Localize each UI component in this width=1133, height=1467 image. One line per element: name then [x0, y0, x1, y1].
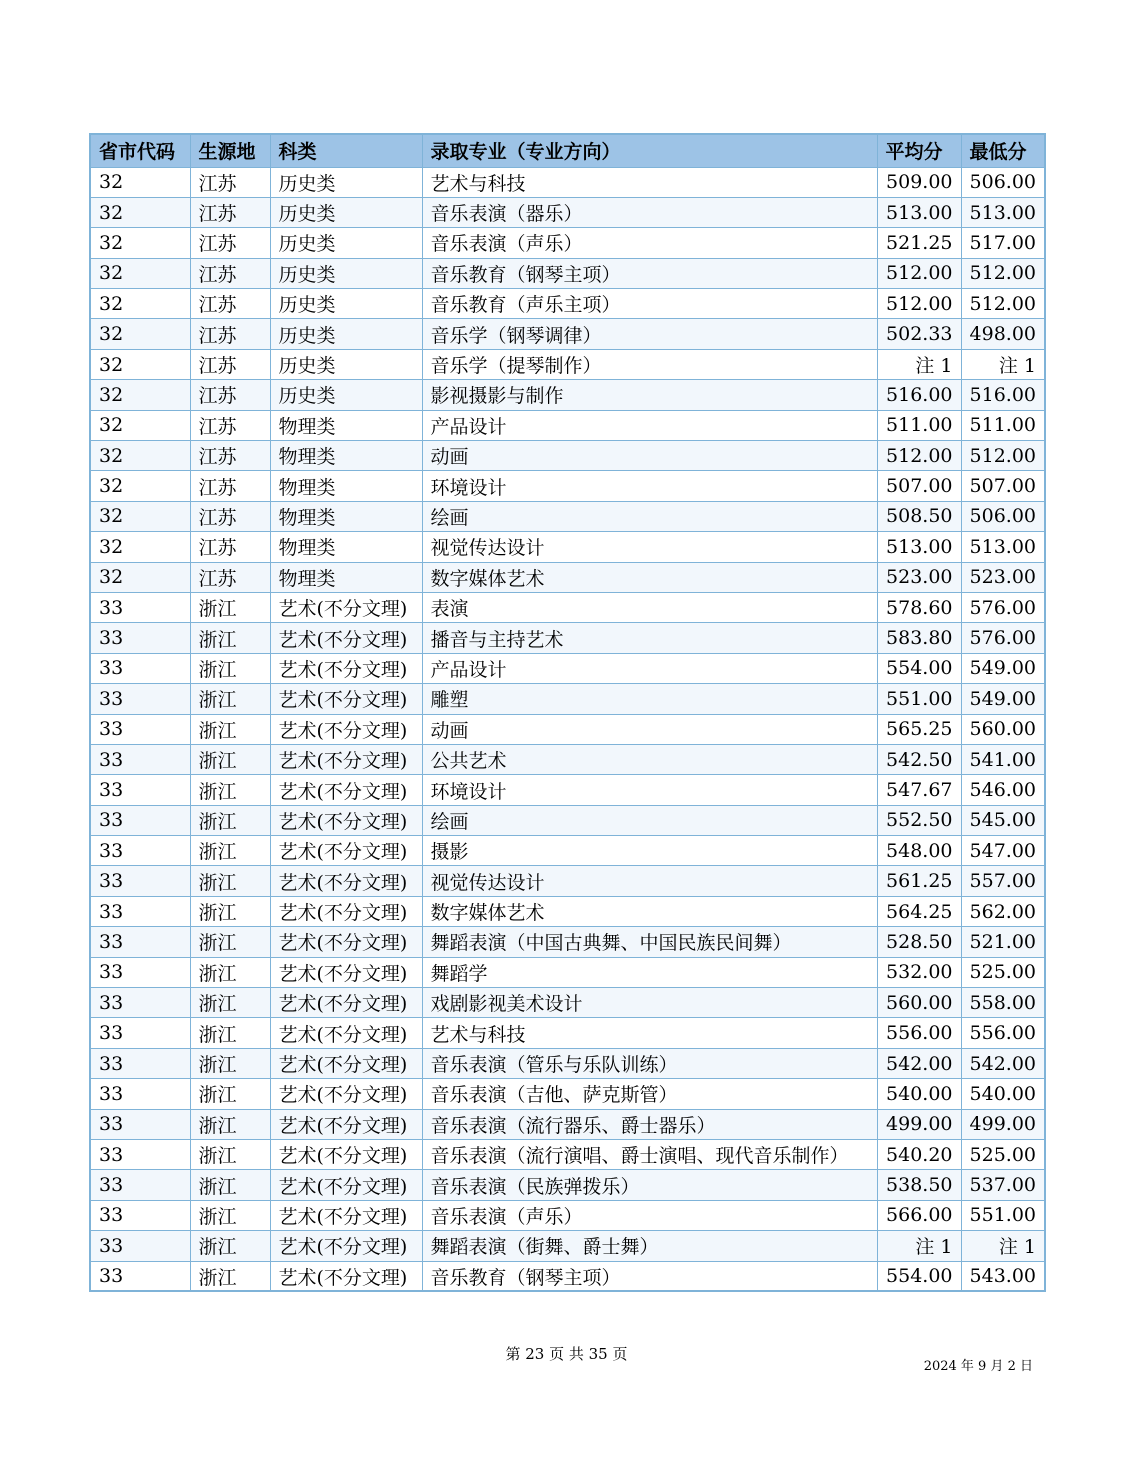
table-row: [90, 380, 1045, 410]
header-major: 录取专业（专业方向）: [422, 134, 877, 167]
cell-average-score: 507.00: [877, 471, 961, 501]
table-row: [90, 1140, 1045, 1170]
cell-average-score: 540.00: [877, 1079, 961, 1109]
cell-province-code: 32: [90, 319, 190, 349]
cell-major: 音乐表演（声乐）: [422, 228, 877, 258]
table-row: [90, 471, 1045, 501]
cell-province-code: 33: [90, 1079, 190, 1109]
cell-average-score: 512.00: [877, 289, 961, 319]
table-row: [90, 228, 1045, 258]
table-row: [90, 1018, 1045, 1048]
cell-province-code: 32: [90, 532, 190, 562]
cell-average-score: 564.25: [877, 896, 961, 926]
cell-minimum-score: 560.00: [961, 714, 1045, 744]
cell-origin: 浙江: [190, 775, 270, 805]
cell-minimum-score: 517.00: [961, 228, 1045, 258]
cell-average-score: 521.25: [877, 228, 961, 258]
cell-origin: 浙江: [190, 1018, 270, 1048]
cell-average-score: 566.00: [877, 1200, 961, 1230]
cell-province-code: 32: [90, 349, 190, 379]
cell-average-score: 561.25: [877, 866, 961, 896]
table-row: [90, 866, 1045, 896]
cell-major: 动画: [422, 714, 877, 744]
cell-minimum-score: 551.00: [961, 1200, 1045, 1230]
cell-origin: 浙江: [190, 1140, 270, 1170]
table-row: [90, 653, 1045, 683]
cell-minimum-score: 549.00: [961, 653, 1045, 683]
cell-major: 动画: [422, 441, 877, 471]
cell-major: 舞蹈学: [422, 957, 877, 987]
cell-minimum-score: 545.00: [961, 805, 1045, 835]
cell-province-code: 33: [90, 957, 190, 987]
cell-origin: 江苏: [190, 410, 270, 440]
cell-category: 艺术(不分文理): [270, 836, 422, 866]
cell-province-code: 32: [90, 562, 190, 592]
cell-major: 音乐教育（钢琴主项）: [422, 258, 877, 288]
cell-average-score: 552.50: [877, 805, 961, 835]
cell-minimum-score: 506.00: [961, 501, 1045, 531]
cell-major: 摄影: [422, 836, 877, 866]
cell-province-code: 33: [90, 775, 190, 805]
table-body: [90, 167, 1045, 1291]
document-date: 2024 年 9 月 2 日: [923, 1359, 1033, 1374]
cell-major: 音乐学（提琴制作）: [422, 349, 877, 379]
cell-origin: 浙江: [190, 805, 270, 835]
table-row: [90, 957, 1045, 987]
cell-minimum-score: 546.00: [961, 775, 1045, 805]
cell-average-score: 512.00: [877, 258, 961, 288]
cell-major: 音乐表演（流行器乐、爵士器乐）: [422, 1109, 877, 1139]
cell-category: 艺术(不分文理): [270, 957, 422, 987]
cell-minimum-score: 513.00: [961, 197, 1045, 227]
table-row: [90, 805, 1045, 835]
cell-major: 音乐教育（声乐主项）: [422, 289, 877, 319]
cell-average-score: 548.00: [877, 836, 961, 866]
cell-average-score: 554.00: [877, 653, 961, 683]
cell-province-code: 33: [90, 1231, 190, 1261]
cell-province-code: 33: [90, 805, 190, 835]
cell-average-score: 513.00: [877, 532, 961, 562]
cell-major: 音乐表演（吉他、萨克斯管）: [422, 1079, 877, 1109]
cell-major: 音乐表演（管乐与乐队训练）: [422, 1048, 877, 1078]
cell-origin: 浙江: [190, 1200, 270, 1230]
header-minimum-score: 最低分: [961, 134, 1045, 167]
table-row: [90, 988, 1045, 1018]
cell-origin: 江苏: [190, 258, 270, 288]
cell-major: 雕塑: [422, 684, 877, 714]
cell-average-score: 511.00: [877, 410, 961, 440]
cell-province-code: 33: [90, 653, 190, 683]
cell-province-code: 33: [90, 1140, 190, 1170]
cell-average-score: 583.80: [877, 623, 961, 653]
cell-average-score: 538.50: [877, 1170, 961, 1200]
cell-major: 播音与主持艺术: [422, 623, 877, 653]
cell-category: 艺术(不分文理): [270, 1079, 422, 1109]
cell-category: 历史类: [270, 289, 422, 319]
cell-province-code: 32: [90, 410, 190, 440]
table-row: [90, 836, 1045, 866]
cell-province-code: 32: [90, 289, 190, 319]
cell-major: 音乐表演（器乐）: [422, 197, 877, 227]
cell-major: 环境设计: [422, 471, 877, 501]
cell-category: 艺术(不分文理): [270, 988, 422, 1018]
cell-major: 音乐表演（声乐）: [422, 1200, 877, 1230]
cell-origin: 浙江: [190, 988, 270, 1018]
cell-average-score: 551.00: [877, 684, 961, 714]
cell-minimum-score: 498.00: [961, 319, 1045, 349]
cell-major: 音乐学（钢琴调律）: [422, 319, 877, 349]
admission-scores-table: [89, 133, 1046, 1292]
cell-minimum-score: 557.00: [961, 866, 1045, 896]
cell-major: 戏剧影视美术设计: [422, 988, 877, 1018]
cell-province-code: 33: [90, 1261, 190, 1291]
cell-minimum-score: 549.00: [961, 684, 1045, 714]
cell-category: 艺术(不分文理): [270, 1200, 422, 1230]
cell-minimum-score: 542.00: [961, 1048, 1045, 1078]
table-row: [90, 562, 1045, 592]
cell-minimum-score: 523.00: [961, 562, 1045, 592]
table-row: [90, 167, 1045, 197]
table-row: [90, 1079, 1045, 1109]
cell-major: 视觉传达设计: [422, 866, 877, 896]
cell-province-code: 33: [90, 592, 190, 622]
table-row: [90, 532, 1045, 562]
table-row: [90, 289, 1045, 319]
cell-minimum-score: 537.00: [961, 1170, 1045, 1200]
cell-average-score: 578.60: [877, 592, 961, 622]
table-row: [90, 410, 1045, 440]
cell-average-score: 512.00: [877, 441, 961, 471]
cell-category: 艺术(不分文理): [270, 805, 422, 835]
table-row: [90, 896, 1045, 926]
cell-origin: 江苏: [190, 380, 270, 410]
cell-minimum-score: 562.00: [961, 896, 1045, 926]
table-row: [90, 927, 1045, 957]
cell-average-score: 523.00: [877, 562, 961, 592]
cell-province-code: 33: [90, 684, 190, 714]
cell-province-code: 32: [90, 167, 190, 197]
cell-category: 历史类: [270, 258, 422, 288]
cell-province-code: 33: [90, 896, 190, 926]
cell-origin: 浙江: [190, 714, 270, 744]
cell-category: 历史类: [270, 228, 422, 258]
cell-average-score: 509.00: [877, 167, 961, 197]
cell-average-score: 547.67: [877, 775, 961, 805]
cell-province-code: 33: [90, 1018, 190, 1048]
cell-minimum-score: 499.00: [961, 1109, 1045, 1139]
table-row: [90, 441, 1045, 471]
page-number: 第 23 页 共 35 页: [505, 1345, 628, 1363]
cell-origin: 浙江: [190, 592, 270, 622]
cell-origin: 江苏: [190, 562, 270, 592]
cell-category: 艺术(不分文理): [270, 866, 422, 896]
table-row: [90, 1109, 1045, 1139]
cell-category: 物理类: [270, 562, 422, 592]
cell-average-score: 516.00: [877, 380, 961, 410]
cell-average-score: 注 1: [877, 349, 961, 379]
cell-major: 音乐表演（民族弹拨乐）: [422, 1170, 877, 1200]
cell-province-code: 33: [90, 927, 190, 957]
cell-major: 舞蹈表演（中国古典舞、中国民族民间舞）: [422, 927, 877, 957]
cell-province-code: 33: [90, 836, 190, 866]
cell-category: 历史类: [270, 197, 422, 227]
cell-origin: 江苏: [190, 471, 270, 501]
cell-category: 艺术(不分文理): [270, 1048, 422, 1078]
cell-category: 艺术(不分文理): [270, 623, 422, 653]
cell-minimum-score: 512.00: [961, 289, 1045, 319]
cell-major: 艺术与科技: [422, 167, 877, 197]
table-row: [90, 1261, 1045, 1291]
cell-major: 表演: [422, 592, 877, 622]
cell-major: 绘画: [422, 805, 877, 835]
cell-major: 音乐教育（钢琴主项）: [422, 1261, 877, 1291]
cell-province-code: 32: [90, 197, 190, 227]
cell-minimum-score: 注 1: [961, 349, 1045, 379]
cell-minimum-score: 541.00: [961, 744, 1045, 774]
cell-minimum-score: 注 1: [961, 1231, 1045, 1261]
table-row: [90, 1200, 1045, 1230]
cell-province-code: 32: [90, 380, 190, 410]
table-row: [90, 714, 1045, 744]
cell-province-code: 32: [90, 441, 190, 471]
cell-province-code: 33: [90, 623, 190, 653]
cell-category: 物理类: [270, 471, 422, 501]
cell-minimum-score: 556.00: [961, 1018, 1045, 1048]
header-category: 科类: [270, 134, 422, 167]
cell-origin: 浙江: [190, 653, 270, 683]
table-row: [90, 349, 1045, 379]
cell-major: 艺术与科技: [422, 1018, 877, 1048]
cell-category: 艺术(不分文理): [270, 1109, 422, 1139]
cell-origin: 浙江: [190, 1261, 270, 1291]
cell-origin: 江苏: [190, 349, 270, 379]
cell-minimum-score: 525.00: [961, 957, 1045, 987]
cell-minimum-score: 521.00: [961, 927, 1045, 957]
cell-province-code: 33: [90, 1170, 190, 1200]
cell-average-score: 513.00: [877, 197, 961, 227]
cell-category: 艺术(不分文理): [270, 684, 422, 714]
cell-minimum-score: 576.00: [961, 623, 1045, 653]
admission-scores-table-wrapper: [89, 133, 1044, 1292]
cell-category: 物理类: [270, 410, 422, 440]
table-row: [90, 684, 1045, 714]
cell-category: 艺术(不分文理): [270, 1170, 422, 1200]
table-row: [90, 1231, 1045, 1261]
cell-category: 历史类: [270, 319, 422, 349]
cell-minimum-score: 540.00: [961, 1079, 1045, 1109]
cell-category: 艺术(不分文理): [270, 744, 422, 774]
cell-origin: 江苏: [190, 197, 270, 227]
header-province-code: 省市代码: [90, 134, 190, 167]
cell-minimum-score: 507.00: [961, 471, 1045, 501]
cell-major: 产品设计: [422, 653, 877, 683]
cell-category: 艺术(不分文理): [270, 927, 422, 957]
cell-category: 艺术(不分文理): [270, 592, 422, 622]
cell-category: 艺术(不分文理): [270, 653, 422, 683]
cell-origin: 浙江: [190, 1109, 270, 1139]
cell-origin: 浙江: [190, 896, 270, 926]
cell-average-score: 542.50: [877, 744, 961, 774]
cell-province-code: 32: [90, 471, 190, 501]
header-origin: 生源地: [190, 134, 270, 167]
cell-minimum-score: 506.00: [961, 167, 1045, 197]
cell-minimum-score: 576.00: [961, 592, 1045, 622]
cell-origin: 浙江: [190, 684, 270, 714]
cell-category: 物理类: [270, 441, 422, 471]
cell-category: 历史类: [270, 349, 422, 379]
cell-average-score: 528.50: [877, 927, 961, 957]
cell-average-score: 540.20: [877, 1140, 961, 1170]
cell-origin: 浙江: [190, 927, 270, 957]
cell-category: 物理类: [270, 532, 422, 562]
cell-category: 艺术(不分文理): [270, 896, 422, 926]
cell-province-code: 33: [90, 1109, 190, 1139]
cell-category: 物理类: [270, 501, 422, 531]
cell-minimum-score: 558.00: [961, 988, 1045, 1018]
cell-province-code: 33: [90, 1048, 190, 1078]
cell-category: 历史类: [270, 380, 422, 410]
cell-origin: 浙江: [190, 1170, 270, 1200]
cell-major: 数字媒体艺术: [422, 562, 877, 592]
cell-province-code: 33: [90, 866, 190, 896]
cell-minimum-score: 512.00: [961, 441, 1045, 471]
cell-origin: 浙江: [190, 957, 270, 987]
table-header-row: [90, 134, 1045, 167]
cell-major: 绘画: [422, 501, 877, 531]
cell-category: 艺术(不分文理): [270, 775, 422, 805]
header-average-score: 平均分: [877, 134, 961, 167]
table-row: [90, 775, 1045, 805]
cell-average-score: 499.00: [877, 1109, 961, 1139]
cell-category: 艺术(不分文理): [270, 1018, 422, 1048]
cell-major: 音乐表演（流行演唱、爵士演唱、现代音乐制作）: [422, 1140, 877, 1170]
table-row: [90, 1170, 1045, 1200]
cell-average-score: 注 1: [877, 1231, 961, 1261]
cell-province-code: 32: [90, 501, 190, 531]
cell-minimum-score: 516.00: [961, 380, 1045, 410]
cell-category: 艺术(不分文理): [270, 1261, 422, 1291]
cell-province-code: 33: [90, 714, 190, 744]
cell-major: 公共艺术: [422, 744, 877, 774]
cell-origin: 浙江: [190, 1231, 270, 1261]
cell-major: 舞蹈表演（街舞、爵士舞）: [422, 1231, 877, 1261]
cell-minimum-score: 525.00: [961, 1140, 1045, 1170]
cell-average-score: 565.25: [877, 714, 961, 744]
table-row: [90, 744, 1045, 774]
cell-minimum-score: 547.00: [961, 836, 1045, 866]
cell-minimum-score: 543.00: [961, 1261, 1045, 1291]
cell-category: 艺术(不分文理): [270, 714, 422, 744]
cell-average-score: 502.33: [877, 319, 961, 349]
cell-origin: 江苏: [190, 501, 270, 531]
cell-origin: 江苏: [190, 441, 270, 471]
table-row: [90, 258, 1045, 288]
cell-province-code: 33: [90, 988, 190, 1018]
table-row: [90, 319, 1045, 349]
cell-origin: 浙江: [190, 623, 270, 653]
cell-province-code: 32: [90, 258, 190, 288]
cell-major: 影视摄影与制作: [422, 380, 877, 410]
cell-major: 环境设计: [422, 775, 877, 805]
cell-origin: 江苏: [190, 228, 270, 258]
cell-average-score: 542.00: [877, 1048, 961, 1078]
cell-origin: 江苏: [190, 167, 270, 197]
cell-province-code: 33: [90, 744, 190, 774]
cell-origin: 江苏: [190, 289, 270, 319]
cell-category: 艺术(不分文理): [270, 1231, 422, 1261]
cell-major: 数字媒体艺术: [422, 896, 877, 926]
cell-average-score: 508.50: [877, 501, 961, 531]
table-row: [90, 592, 1045, 622]
table-row: [90, 197, 1045, 227]
cell-major: 视觉传达设计: [422, 532, 877, 562]
cell-average-score: 556.00: [877, 1018, 961, 1048]
cell-major: 产品设计: [422, 410, 877, 440]
cell-origin: 浙江: [190, 744, 270, 774]
cell-average-score: 554.00: [877, 1261, 961, 1291]
cell-average-score: 532.00: [877, 957, 961, 987]
cell-origin: 浙江: [190, 836, 270, 866]
cell-minimum-score: 511.00: [961, 410, 1045, 440]
cell-average-score: 560.00: [877, 988, 961, 1018]
table-row: [90, 1048, 1045, 1078]
cell-minimum-score: 512.00: [961, 258, 1045, 288]
cell-category: 历史类: [270, 167, 422, 197]
table-row: [90, 501, 1045, 531]
cell-origin: 浙江: [190, 1079, 270, 1109]
cell-origin: 浙江: [190, 866, 270, 896]
cell-origin: 江苏: [190, 319, 270, 349]
table-row: [90, 623, 1045, 653]
cell-province-code: 33: [90, 1200, 190, 1230]
cell-origin: 浙江: [190, 1048, 270, 1078]
cell-origin: 江苏: [190, 532, 270, 562]
cell-minimum-score: 513.00: [961, 532, 1045, 562]
cell-province-code: 32: [90, 228, 190, 258]
cell-category: 艺术(不分文理): [270, 1140, 422, 1170]
